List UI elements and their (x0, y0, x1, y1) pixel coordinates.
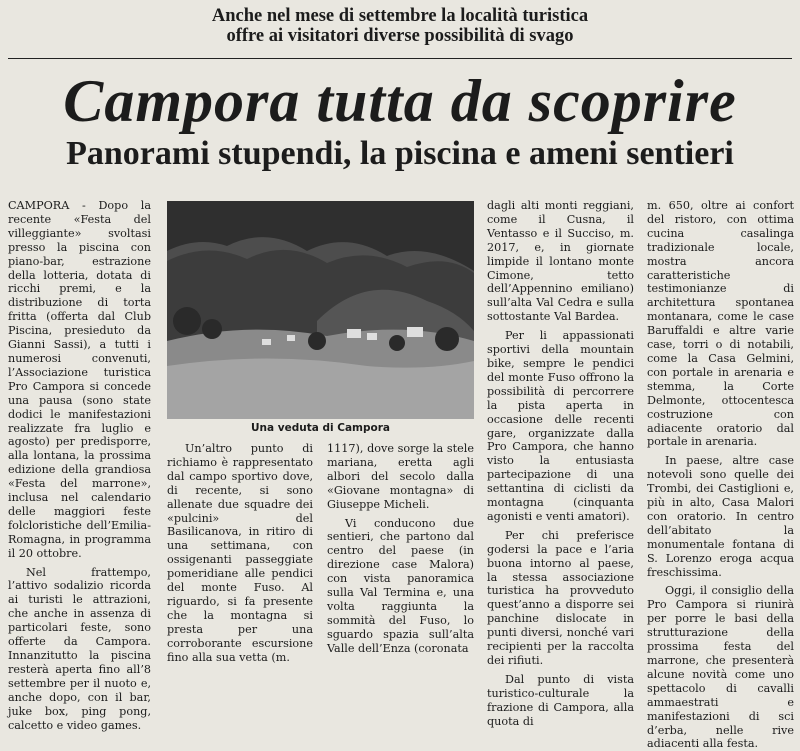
paragraph: Per chi preferisce godersi la pace e l’aria buona intorno al paese, la stessa associazione turistica ha provveduto quest’anno a disporre sei panchine dislocate in punti diversi, nonché vari recipienti per la raccolta dei rifiuti. (487, 528, 634, 667)
paragraph: Vi conducono due sentieri, che partono dal centro del paese (in direzione case Malora) con vista panoramica sulla Val Termina e, una volta raggiunta la sommità del Fuso, lo sguardo spazia sull’alta Valle dell’Enza (coronata (327, 516, 474, 655)
column-1 (8, 199, 151, 732)
kicker-line-2: offre ai visitatori diverse possibilità di svago (226, 26, 574, 46)
landscape-photo (167, 201, 474, 419)
paragraph: In paese, altre case notevoli sono quelle dei Trombi, dei Castiglioni e, più in alto, Casa Malori con oratorio. In centro dell’abitato la monumentale fontana di S. Lorenzo eroga acqua freschissima. (647, 454, 794, 579)
paragraph: CAMPORA - Dopo la recente «Festa del villeggiante» svoltasi presso la piscina con piano-bar, estrazione della lotteria, dotata di ricchi premi, e la distribuzione di torta fritta (offerta dal Club Piscina, presieduto da Gianni Sassi), a tutti i numerosi convenuti, l’Associazione turistica Pro Campora si concede una pausa (sono state dodici le manifestazioni realizzate fra luglio e agosto) per predisporre, alla lontana, la prossima edizione della grandiosa «Festa del marrone», inclusa nel calendario delle maggiori feste folcloristiche dell’Emilia-Romagna, in programma il 20 ottobre. (8, 199, 151, 560)
kicker (0, 6, 800, 46)
subheadline: Panorami stupendi, la piscina e ameni sentieri (66, 135, 734, 172)
column-4 (487, 199, 634, 729)
paragraph: Dal punto di vista turistico-culturale la frazione di Campora, alla quota di (487, 672, 634, 728)
column-2 (167, 442, 313, 665)
paragraph: 1117), dove sorge la stele mariana, eretta agli albori del secolo dalla «Giovane montagna» di Giuseppe Micheli. (327, 442, 474, 511)
column-3 (327, 442, 474, 656)
paragraph: Oggi, il consiglio della Pro Campora si riunirà per porre le basi della strutturazione della prossima festa del marrone, che presenterà alcune novità come uno spettacolo di cavalli ammaestrati e manifestazioni di sci d’erba, nelle rive adiacenti alla festa. (647, 584, 794, 751)
paragraph: Per li appassionati sportivi della mountain bike, sempre le pendici del monte Fuso offrono la possibilità di percorrere la pista aperta in occasione delle recenti gare, organizzate dalla Pro Campora, che hanno visto la entusiasta partecipazione di una settantina di ciclisti da montagna (cinquanta agonisti e venti amatori). (487, 329, 634, 523)
photo-caption: Una veduta di Campora (251, 422, 390, 434)
paragraph: m. 650, oltre ai confort del ristoro, con ottima cucina casalinga tradizionale locale, mostra ancora caratteristiche testimonianze di architettura spontanea montanara, come le case Baruffaldi e altre varie case, torri o di notabili, come la Casa Gelmini, con portale in arenaria e stemma, la Corte Delmonte, ottocentesca costruzione con adiacente oratorio dal portale in arenaria. (647, 199, 794, 449)
headline: Campora tutta da scoprire (63, 68, 737, 134)
kicker-line-1: Anche nel mese di settembre la località turistica (211, 6, 589, 26)
column-5 (647, 199, 794, 751)
top-rule (8, 58, 792, 59)
paragraph: Un’altro punto di richiamo è rappresentato dal campo sportivo dove, di recente, si sono allenate due squadre dei «pulcini» del Basilicanova, in ritiro di una settimana, con ossigenanti passeggiate pomeridiane alle pendici del monte Fuso. Al riguardo, si fa presente che la montagna si presta per una corroborante escursione fino alla sua vetta (m. (167, 442, 313, 664)
paragraph: Nel frattempo, l’attivo sodalizio ricorda ai turisti le attrazioni, che anche in assenza di particolari feste, sono offerte da Campora. Innanzitutto la piscina resterà aperta fino all’8 settembre per il nuoto e, anche dopo, con il bar, juke box, ping pong, calcetto e video games. (8, 565, 151, 732)
paragraph: dagli alti monti reggiani, come il Cusna, il Ventasso e il Succiso, m. 2017, e, in giornate limpide il lontano monte Cimone, tetto dell’Appennino emiliano) sull’alta Val Cedra e sulla sottostante Val Bardea. (487, 199, 634, 324)
